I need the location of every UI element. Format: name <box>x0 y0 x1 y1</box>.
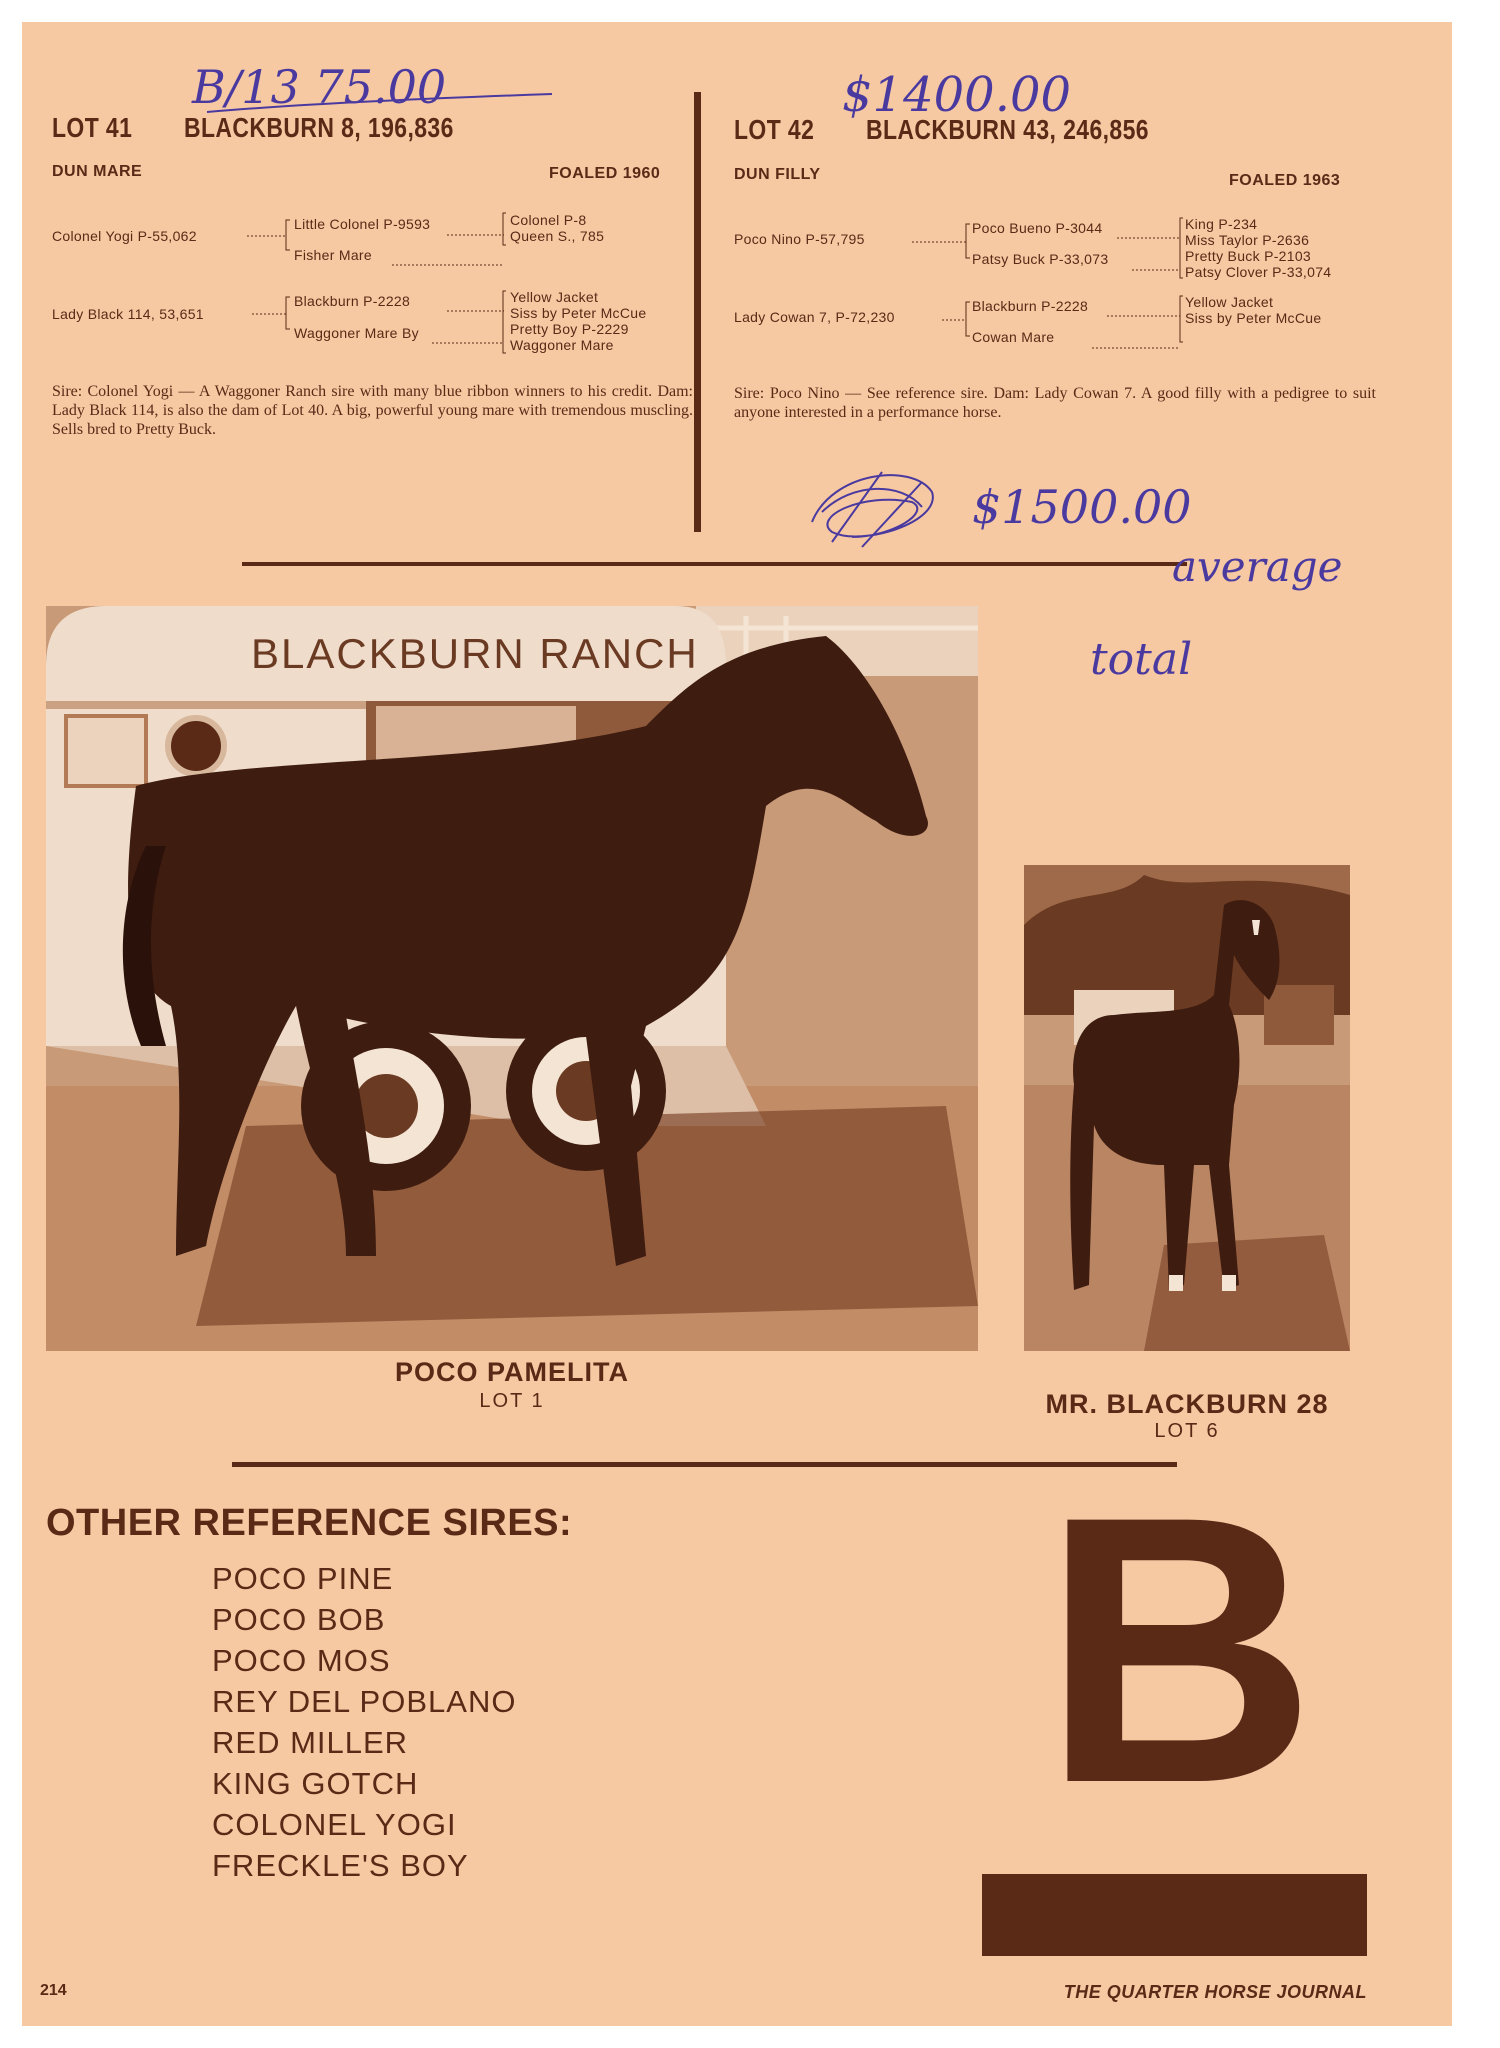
lot41-dam-sire: Blackburn P-2228 <box>294 293 411 309</box>
lot41-ssd: Queen S., 785 <box>510 228 605 244</box>
lot42-pedigree-lines <box>702 212 1402 352</box>
section-divider-bottom <box>232 1462 1177 1467</box>
lot42-sdd: Patsy Clover P-33,074 <box>1185 264 1332 280</box>
lot42-number: LOT 42 <box>734 114 815 145</box>
lot42-kind: DUN FILLY <box>734 166 821 183</box>
lot41-dss: Yellow Jacket <box>510 289 599 305</box>
reference-sire-item: POCO BOB <box>212 1602 386 1637</box>
lot41-ddd: Waggoner Mare <box>510 337 614 353</box>
lot41-sire-dam: Fisher Mare <box>294 247 372 263</box>
handwritten-total-label: total <box>1090 634 1193 685</box>
photo-left-lot: LOT 1 <box>479 1390 545 1412</box>
handwritten-lot41-price: B/13 75.00 <box>192 60 447 114</box>
lot42-dsd: Siss by Peter McCue <box>1185 310 1322 326</box>
lot42-foaled: FOALED 1963 <box>1229 172 1341 189</box>
lot42-sire-sire: Poco Bueno P-3044 <box>972 220 1103 236</box>
lot42-sire: Poco Nino P-57,795 <box>734 231 865 247</box>
lot42-name: BLACKBURN 43, 246,856 <box>866 114 1149 145</box>
lot41-name: BLACKBURN 8, 196,836 <box>184 112 454 143</box>
handwritten-lot42-price: $1400.00 <box>842 67 1072 123</box>
logo-underline-bar <box>982 1874 1367 1956</box>
lot41-sire: Colonel Yogi P-55,062 <box>52 228 197 244</box>
handwritten-average-label: average <box>1172 542 1343 591</box>
lot42-ssd: Miss Taylor P-2636 <box>1185 232 1310 248</box>
reference-sires-heading: OTHER REFERENCE SIRES: <box>46 1502 573 1544</box>
reference-sire-item: RED MILLER <box>212 1725 409 1760</box>
lot41-number: LOT 41 <box>52 112 133 143</box>
lot42-sds: Pretty Buck P-2103 <box>1185 248 1312 264</box>
lot42-dam: Lady Cowan 7, P-72,230 <box>734 309 895 325</box>
reference-sire-item: FRECKLE'S BOY <box>212 1848 469 1883</box>
section-divider-top <box>242 562 1187 566</box>
photo-poco-pamelita <box>46 606 978 1351</box>
lot42-dam-sire: Blackburn P-2228 <box>972 298 1089 314</box>
lot41-sss: Colonel P-8 <box>510 212 587 228</box>
photo-right-lot: LOT 6 <box>1154 1420 1220 1442</box>
lot42-description: Sire: Poco Nino — See reference sire. Dam: Lady Cowan 7. A good filly with a pedigree to suit anyone interested in a performance horse. <box>734 385 1376 421</box>
blackburn-logo-letter: B <box>1042 1437 1307 1862</box>
lot41-foaled: FOALED 1960 <box>549 165 661 182</box>
horse-standing-illustration <box>1024 865 1350 1351</box>
reference-sire-item: REY DEL POBLANO <box>212 1684 517 1719</box>
lot41-sire-sire: Little Colonel P-9593 <box>294 216 431 232</box>
page-number: 214 <box>40 1982 67 1999</box>
lot42-sire-dam: Patsy Buck P-33,073 <box>972 251 1109 267</box>
lot41-dds: Pretty Boy P-2229 <box>510 321 629 337</box>
photo-right-title: MR. BLACKBURN 28 <box>1045 1389 1329 1419</box>
handwritten-scribble <box>802 452 952 562</box>
photo-mr-blackburn-28 <box>1024 865 1350 1351</box>
lot41-pedigree-lines <box>22 207 712 357</box>
reference-sire-item: POCO MOS <box>212 1643 391 1678</box>
lot41-dam: Lady Black 114, 53,651 <box>52 306 204 322</box>
catalog-page <box>22 22 1452 2026</box>
handwritten-average-amount: $1500.00 <box>972 480 1192 534</box>
photo-left-title: POCO PAMELITA <box>395 1357 629 1387</box>
column-divider <box>694 92 701 532</box>
horse-and-trailer-illustration <box>46 606 978 1351</box>
blackburn-ranch-sign: BLACKBURN RANCH <box>251 630 699 677</box>
reference-sires-list <box>212 1558 516 1886</box>
lot42-dam-dam: Cowan Mare <box>972 329 1055 345</box>
reference-sire-item: POCO PINE <box>212 1561 394 1596</box>
publication-name: THE QUARTER HORSE JOURNAL <box>1063 1982 1367 2002</box>
reference-sire-item: KING GOTCH <box>212 1766 419 1801</box>
lot42-sss: King P-234 <box>1185 216 1258 232</box>
lot42-dss: Yellow Jacket <box>1185 294 1274 310</box>
lot41-dsd: Siss by Peter McCue <box>510 305 647 321</box>
reference-sire-item: COLONEL YOGI <box>212 1807 457 1842</box>
lot41-kind: DUN MARE <box>52 163 143 180</box>
lot41-dam-dam: Waggoner Mare By <box>294 325 419 341</box>
lot41-description: Sire: Colonel Yogi — A Waggoner Ranch sire with many blue ribbon winners to his credit. Dam: Lady Black 114, is also the dam of Lot 40. A big, powerful young mare with tremendous muscling. Sells bred to Pretty Buck. <box>52 383 693 438</box>
